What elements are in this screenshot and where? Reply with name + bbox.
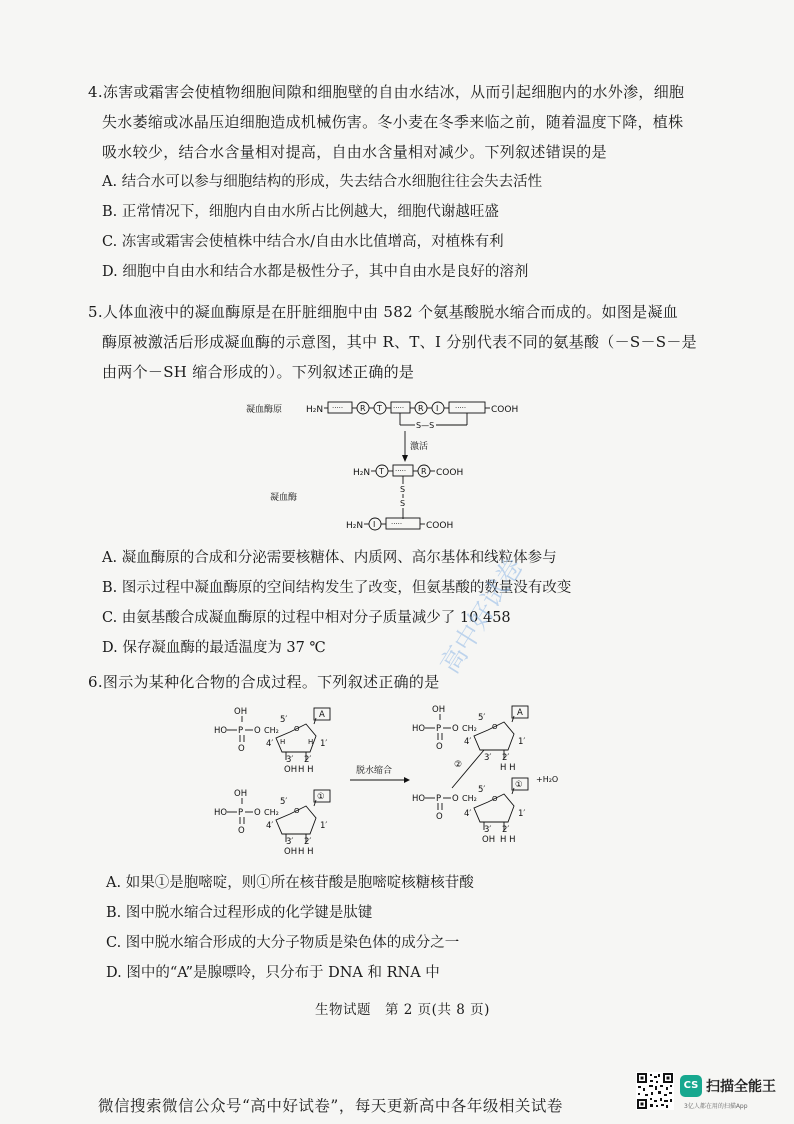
svg-text:1′: 1′	[518, 737, 526, 747]
question-6	[88, 667, 440, 697]
dots-top-1: ·····	[332, 404, 344, 412]
dots-mid: ·····	[395, 467, 407, 475]
svg-text:O: O	[238, 744, 245, 754]
q6-figure	[210, 700, 590, 870]
svg-text:O: O	[492, 723, 498, 731]
svg-text:H H: H H	[500, 763, 516, 773]
q5-option-a[interactable]: A. 凝血酶原的合成和分泌需要核糖体、内质网、高尔基体和线粒体参与	[102, 550, 557, 566]
wechat-promo: 微信搜索微信公众号“高中好试卷”，每天更新高中各年级相关试卷	[98, 1097, 563, 1115]
svg-text:O: O	[452, 724, 459, 734]
svg-text:1′: 1′	[518, 809, 526, 819]
q5-option-d[interactable]: D. 保存凝血酶的最适温度为 37 ℃	[102, 640, 326, 656]
svg-text:O: O	[254, 726, 261, 736]
qr-code-icon	[636, 1072, 674, 1110]
q4-stem-line-3: 吸水较少，结合水含量相对提高，自由水含量相对减少。下列叙述错误的是	[102, 143, 607, 161]
h2n-bottom: H₂N	[346, 521, 364, 531]
arrow-label: 脱水缩合	[356, 766, 393, 776]
q5-option-c[interactable]: C. 由氨基酸合成凝血酶原的过程中相对分子质量减少了 10 458	[102, 610, 511, 626]
disulfide-top: S—S	[416, 421, 435, 430]
svg-text:1′: 1′	[320, 739, 328, 749]
sulfur-1: S	[400, 485, 406, 494]
q4-option-a[interactable]: A. 结合水可以参与细胞结构的形成，失去结合水细胞往往会失去活性	[102, 174, 543, 190]
dinucleotide-right	[412, 705, 558, 845]
svg-text:4′: 4′	[266, 821, 274, 831]
svg-text:5′: 5′	[280, 715, 288, 725]
svg-text:H H: H H	[298, 765, 314, 775]
q5-stem-line-3: 由两个－SH 缩合形成的）。下列叙述正确的是	[102, 363, 415, 381]
svg-text:OH: OH	[234, 707, 248, 717]
residue-i-bottom: I	[373, 520, 376, 529]
plus-water: +H₂O	[536, 775, 559, 784]
svg-text:H: H	[280, 738, 286, 746]
bond-marker-2: ②	[454, 760, 463, 770]
svg-text:HO: HO	[214, 726, 228, 736]
question-4	[88, 77, 684, 287]
svg-text:3′: 3′	[286, 837, 294, 847]
svg-text:A: A	[319, 710, 325, 720]
svg-text:CH₂: CH₂	[462, 724, 477, 733]
svg-text:OH: OH	[284, 765, 298, 775]
svg-text:A: A	[517, 708, 523, 718]
q6-option-a[interactable]: A. 如果①是胞嘧啶，则①所在核苷酸是胞嘧啶核糖核苷酸	[106, 875, 474, 891]
cooh-bottom: COOH	[426, 521, 454, 531]
q5-stem-line-1: 5.人体血液中的凝血酶原是在肝脏细胞中由 582 个氨基酸脱水缩合而成的。如图是凝血	[88, 303, 679, 321]
svg-text:O: O	[436, 742, 443, 752]
residue-r-2: R	[418, 404, 424, 413]
svg-text:OH: OH	[234, 789, 248, 799]
svg-text:O: O	[254, 808, 261, 818]
label-prothrombin: 凝血酶原	[246, 405, 283, 415]
svg-text:4′: 4′	[464, 737, 472, 747]
svg-text:4′: 4′	[266, 739, 274, 749]
svg-text:H: H	[308, 738, 314, 746]
svg-text:5′: 5′	[478, 713, 486, 723]
svg-text:O: O	[238, 826, 245, 836]
label-thrombin: 凝血酶	[270, 493, 298, 503]
svg-text:2′: 2′	[304, 837, 312, 847]
svg-text:1′: 1′	[320, 821, 328, 831]
residue-t-top: T	[377, 404, 382, 413]
dots-bottom: ·····	[391, 520, 403, 528]
residue-r-mid: R	[421, 467, 427, 476]
label-activate: 激活	[410, 442, 429, 452]
cooh-top: COOH	[491, 405, 519, 415]
svg-text:H H: H H	[298, 847, 314, 857]
camscanner-slogan: 3亿人都在用的扫描App	[684, 1103, 748, 1110]
svg-text:HO: HO	[214, 808, 228, 818]
svg-text:OH: OH	[284, 847, 298, 857]
svg-text:3′: 3′	[484, 753, 492, 763]
q4-option-b[interactable]: B. 正常情况下，细胞内自由水所占比例越大，细胞代谢越旺盛	[102, 204, 499, 220]
q6-option-c[interactable]: C. 图中脱水缩合形成的大分子物质是染色体的成分之一	[106, 935, 460, 951]
svg-text:2′: 2′	[502, 825, 510, 835]
camscanner-logo-text: CS	[683, 1080, 699, 1091]
svg-text:O: O	[452, 794, 459, 804]
dots-top-2: ·····	[393, 404, 405, 412]
residue-i-top: I	[436, 404, 439, 413]
q6-option-b[interactable]: B. 图中脱水缩合过程形成的化学键是肽键	[106, 905, 373, 921]
cooh-mid: COOH	[436, 468, 464, 478]
nucleotide-left-bottom	[214, 789, 330, 857]
svg-text:CH₂: CH₂	[264, 726, 279, 735]
svg-text:3′: 3′	[286, 755, 294, 765]
q5-stem-line-2: 酶原被激活后形成凝血酶的示意图，其中 R、T、I 分别代表不同的氨基酸（－S－S－是	[102, 333, 697, 351]
svg-text:P: P	[436, 794, 442, 804]
watermark: 高中好试卷	[435, 552, 530, 680]
q6-option-d[interactable]: D. 图中的“A”是腺嘌呤，只分布于 DNA 和 RNA 中	[106, 965, 440, 981]
svg-text:①: ①	[317, 792, 325, 802]
svg-text:P: P	[436, 724, 442, 734]
q4-option-c[interactable]: C. 冻害或霜害会使植株中结合水/自由水比值增高，对植株有利	[102, 234, 504, 250]
q5-figure	[240, 395, 540, 535]
svg-text:2′: 2′	[502, 753, 510, 763]
camscanner-name: 扫描全能王	[706, 1079, 776, 1095]
svg-text:P: P	[238, 808, 244, 818]
q4-stem-line-2: 失水萎缩或冰晶压迫细胞造成机械伤害。冬小麦在冬季来临之前，随着温度下降，植株	[102, 113, 684, 131]
residue-r-1: R	[360, 404, 366, 413]
camscanner-logo	[680, 1075, 702, 1097]
svg-text:4′: 4′	[464, 809, 472, 819]
svg-text:P: P	[238, 726, 244, 736]
svg-text:O: O	[492, 795, 498, 803]
svg-text:HO: HO	[412, 794, 426, 804]
q6-stem-line-1: 6.图示为某种化合物的合成过程。下列叙述正确的是	[88, 673, 440, 691]
svg-text:2′: 2′	[304, 755, 312, 765]
page-number: 生物试题 第 2 页(共 8 页)	[315, 1002, 490, 1018]
svg-text:3′: 3′	[484, 825, 492, 835]
q5-option-b[interactable]: B. 图示过程中凝血酶原的空间结构发生了改变，但氨基酸的数量没有改变	[102, 580, 572, 596]
q6-options	[106, 868, 474, 988]
q4-option-d[interactable]: D. 细胞中自由水和结合水都是极性分子，其中自由水是良好的溶剂	[102, 264, 529, 280]
h2n-top: H₂N	[306, 405, 324, 415]
svg-text:O: O	[294, 807, 300, 815]
sulfur-2: S	[400, 499, 406, 508]
svg-text:5′: 5′	[280, 797, 288, 807]
svg-text:O: O	[436, 812, 443, 822]
q4-stem-line-1: 4.冻害或霜害会使植物细胞间隙和细胞壁的自由水结冰，从而引起细胞内的水外渗，细胞	[88, 83, 685, 101]
svg-text:①: ①	[515, 780, 523, 790]
svg-text:5′: 5′	[478, 785, 486, 795]
question-5	[88, 297, 697, 387]
dots-top-3: ·····	[455, 404, 467, 412]
svg-text:H H: H H	[500, 835, 516, 845]
residue-t-mid: T	[379, 467, 384, 476]
h2n-mid: H₂N	[353, 468, 371, 478]
svg-text:OH: OH	[432, 705, 446, 715]
svg-text:OH: OH	[482, 835, 496, 845]
svg-text:CH₂: CH₂	[462, 794, 477, 803]
svg-text:CH₂: CH₂	[264, 808, 279, 817]
svg-text:O: O	[294, 725, 300, 733]
svg-text:HO: HO	[412, 724, 426, 734]
nucleotide-left-top	[214, 707, 330, 775]
